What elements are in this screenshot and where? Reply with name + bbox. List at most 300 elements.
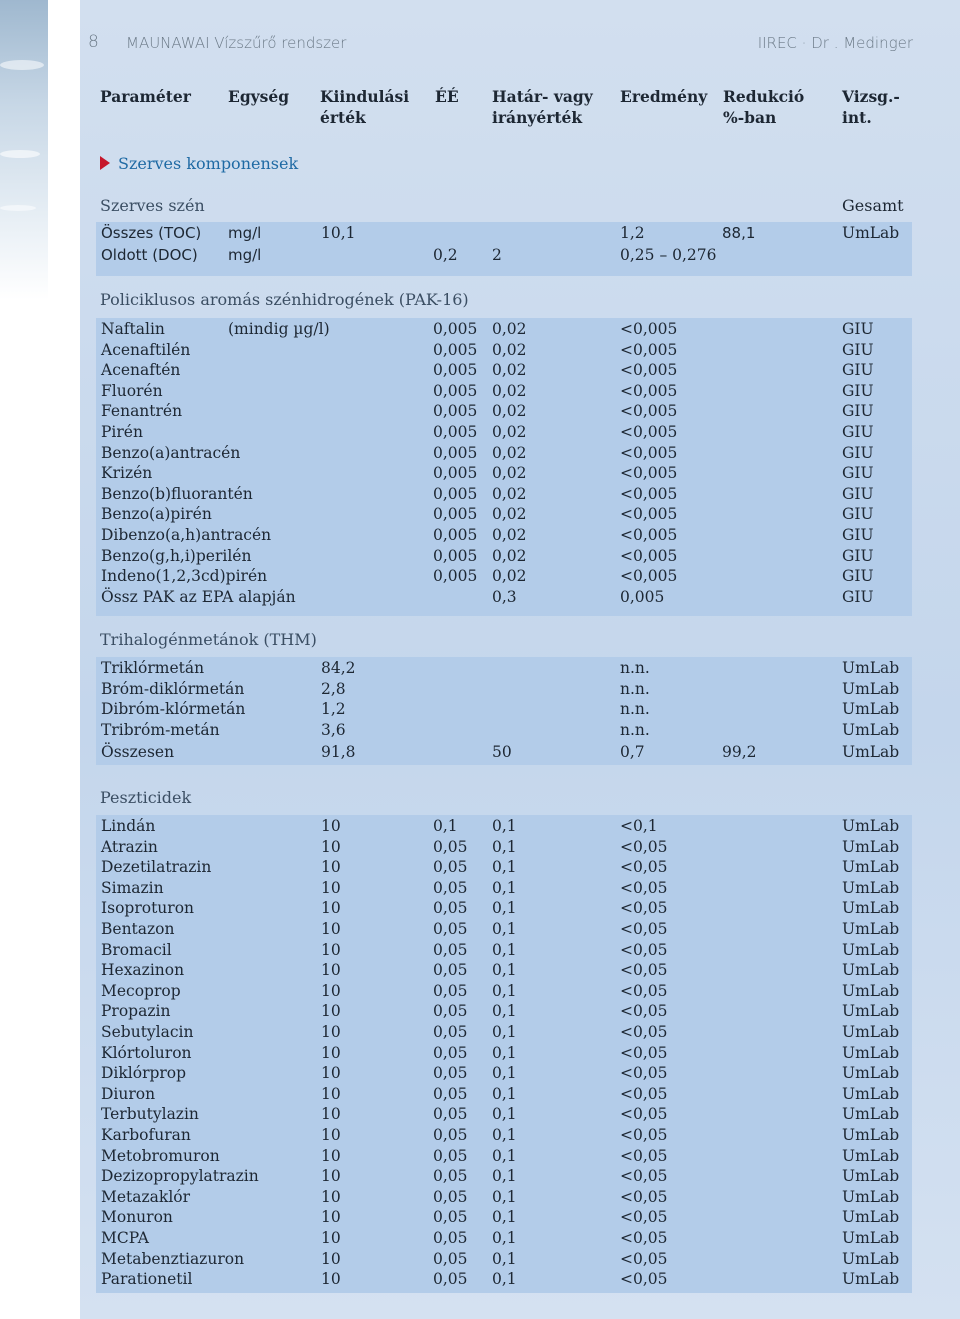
table-row <box>96 360 912 381</box>
water-ripple <box>0 205 36 211</box>
column-unit: Egység <box>228 87 290 106</box>
column-lab-2: int. <box>842 108 872 127</box>
ee-value: 0,05 <box>433 1023 468 1041</box>
param-name: Benzo(a)pirén <box>101 505 212 524</box>
limit-value: 0,1 <box>492 981 517 1000</box>
lab-cell: UmLab <box>842 961 900 980</box>
table-row <box>96 1063 912 1084</box>
initial-value: 10 <box>321 1167 341 1186</box>
table-row <box>96 1207 912 1228</box>
thm-table <box>96 657 912 765</box>
limit-value: 50 <box>492 743 512 761</box>
limit-value: 0,1 <box>492 899 517 918</box>
lab-cell: UmLab <box>842 817 900 835</box>
result-value: n.n. <box>620 700 650 719</box>
initial-value: 10 <box>321 940 341 959</box>
initial-value: 10 <box>321 1249 341 1268</box>
reduction-value: 99,2 <box>722 743 757 761</box>
param-name: Oldott (DOC) <box>101 246 198 264</box>
table-row <box>96 546 912 567</box>
lab-cell: UmLab <box>842 1229 900 1247</box>
lab-cell: GIU <box>842 505 874 524</box>
param-name: Diklórprop <box>101 1064 187 1083</box>
result-value: <0,005 <box>620 546 678 565</box>
lab-cell: UmLab <box>842 743 900 761</box>
param-name: Indeno(1,2,3cd)pirén <box>101 567 268 586</box>
ee-value: 0,05 <box>433 1167 468 1186</box>
table-row <box>96 742 912 763</box>
lab-cell: UmLab <box>842 1146 900 1165</box>
pesticide-table <box>96 815 912 1293</box>
initial-value: 10 <box>321 1084 341 1103</box>
table-row <box>96 981 912 1002</box>
result-value: <0,1 <box>620 817 658 835</box>
result-value: <0,005 <box>620 361 678 380</box>
result-value: <0,05 <box>620 1187 668 1206</box>
column-result: Eredmény <box>620 87 708 106</box>
table-row <box>96 720 912 741</box>
lab-cell: GIU <box>842 402 874 421</box>
table-row <box>96 566 912 587</box>
limit-value: 0,02 <box>492 423 527 441</box>
table-row <box>96 1269 912 1290</box>
result-value: <0,05 <box>620 961 668 980</box>
table-row <box>96 1125 912 1146</box>
limit-value: 0,1 <box>492 817 517 835</box>
initial-value: 10 <box>321 878 341 897</box>
param-name: Simazin <box>101 878 164 897</box>
ee-value: 0,05 <box>433 1105 468 1124</box>
limit-value: 0,1 <box>492 1208 517 1227</box>
unit-cell: mg/l <box>228 224 262 242</box>
lab-cell: UmLab <box>842 1105 900 1124</box>
table-row <box>96 525 912 546</box>
result-value: <0,005 <box>620 505 678 524</box>
water-decoration <box>0 0 48 300</box>
param-name: Bentazon <box>101 920 175 938</box>
result-value: <0,05 <box>620 940 668 959</box>
column-reduction-2: %-ban <box>723 108 777 127</box>
lab-cell: GIU <box>842 361 874 380</box>
table-row <box>96 463 912 484</box>
param-name: Benzo(g,h,i)perilén <box>101 546 252 565</box>
result-value: <0,005 <box>620 464 678 483</box>
param-name: Pirén <box>101 423 143 441</box>
table-row <box>96 878 912 899</box>
page-number: 8 <box>88 32 99 52</box>
ee-value: 0,05 <box>433 1187 468 1206</box>
table-row <box>96 1187 912 1208</box>
ee-value: 0,05 <box>433 1064 468 1083</box>
param-name: Propazin <box>101 1002 171 1021</box>
result-value: <0,005 <box>620 567 678 586</box>
ee-value: 0,005 <box>433 484 478 503</box>
param-name: Parationetil <box>101 1270 193 1289</box>
limit-value: 0,1 <box>492 961 517 980</box>
column-lab: Vizsg.- <box>842 87 900 106</box>
lab-cell: UmLab <box>842 858 900 877</box>
lab-cell: UmLab <box>842 940 900 959</box>
param-name: Krizén <box>101 464 153 483</box>
lab-cell: UmLab <box>842 679 900 698</box>
result-value: <0,05 <box>620 1208 668 1227</box>
ee-value: 0,005 <box>433 320 478 338</box>
param-name: Metabenztiazuron <box>101 1249 245 1268</box>
ee-value: 0,05 <box>433 878 468 897</box>
lab-cell: GIU <box>842 484 874 503</box>
lab-cell: UmLab <box>842 700 900 719</box>
table-row <box>96 504 912 525</box>
table-row <box>96 1022 912 1043</box>
initial-value: 10 <box>321 981 341 1000</box>
param-name: Acenaftilén <box>101 340 191 359</box>
param-name: Összesen <box>101 743 175 761</box>
carbon-note: Gesamt <box>842 196 904 215</box>
limit-value: 0,1 <box>492 1084 517 1103</box>
limit-value: 0,02 <box>492 361 527 380</box>
initial-value: 10 <box>321 1187 341 1206</box>
table-row <box>96 587 912 608</box>
param-name: Mecoprop <box>101 981 181 1000</box>
water-ripple <box>0 150 40 158</box>
initial-value: 2,8 <box>321 679 346 698</box>
result-value: <0,05 <box>620 1270 668 1289</box>
initial-value: 10 <box>321 1229 341 1247</box>
table-row <box>96 245 912 266</box>
lab-cell: UmLab <box>842 1084 900 1103</box>
param-name: Diuron <box>101 1084 156 1103</box>
column-ee: ÉÉ <box>435 87 459 106</box>
result-value: <0,005 <box>620 340 678 359</box>
limit-value: 0,02 <box>492 402 527 421</box>
limit-value: 0,1 <box>492 1167 517 1186</box>
ee-value: 0,05 <box>433 899 468 918</box>
limit-value: 0,1 <box>492 1043 517 1062</box>
limit-value: 0,1 <box>492 1249 517 1268</box>
limit-value: 0,1 <box>492 920 517 938</box>
lab-cell: UmLab <box>842 1270 900 1289</box>
table-row <box>96 484 912 505</box>
lab-cell: UmLab <box>842 1023 900 1041</box>
param-name: Metobromuron <box>101 1146 220 1165</box>
param-name: Össz PAK az EPA alapján <box>101 587 296 606</box>
table-row <box>96 837 912 858</box>
limit-value: 0,02 <box>492 381 527 400</box>
table-row <box>96 816 912 837</box>
table-row <box>96 1043 912 1064</box>
ee-value: 0,2 <box>433 246 458 264</box>
lab-cell: GIU <box>842 587 874 606</box>
ee-value: 0,05 <box>433 920 468 938</box>
limit-value: 0,1 <box>492 878 517 897</box>
lab-cell: UmLab <box>842 920 900 938</box>
ee-value: 0,005 <box>433 546 478 565</box>
table-row <box>96 940 912 961</box>
limit-value: 0,1 <box>492 858 517 877</box>
ee-value: 0,05 <box>433 981 468 1000</box>
limit-value: 0,1 <box>492 1002 517 1021</box>
result-value: <0,05 <box>620 1229 668 1247</box>
param-name: Sebutylacin <box>101 1023 194 1041</box>
ee-value: 0,1 <box>433 817 458 835</box>
ee-value: 0,05 <box>433 1270 468 1289</box>
lab-cell: GIU <box>842 381 874 400</box>
unit-cell: (mindig µg/l) <box>228 320 330 338</box>
result-value: n.n. <box>620 679 650 698</box>
param-name: Terbutylazin <box>101 1105 199 1124</box>
param-name: Monuron <box>101 1208 173 1227</box>
result-value: <0,005 <box>620 526 678 544</box>
table-row <box>96 857 912 878</box>
param-name: Bróm-diklórmetán <box>101 679 245 698</box>
lab-cell: UmLab <box>842 878 900 897</box>
param-name: Benzo(b)fluorantén <box>101 484 253 503</box>
initial-value: 10 <box>321 961 341 980</box>
table-row <box>96 1228 912 1249</box>
param-name: Lindán <box>101 817 156 835</box>
table-row <box>96 960 912 981</box>
lab-cell: GIU <box>842 464 874 483</box>
table-row <box>96 699 912 720</box>
result-value: <0,05 <box>620 878 668 897</box>
ee-value: 0,05 <box>433 1229 468 1247</box>
lab-cell: UmLab <box>842 1043 900 1062</box>
initial-value: 10 <box>321 1208 341 1227</box>
result-value: n.n. <box>620 659 650 677</box>
limit-value: 0,1 <box>492 1105 517 1124</box>
initial-value: 10 <box>321 1146 341 1165</box>
limit-value: 0,1 <box>492 940 517 959</box>
lab-cell: UmLab <box>842 981 900 1000</box>
water-ripple <box>0 60 44 70</box>
reduction-value: 88,1 <box>722 224 756 242</box>
organic-table <box>96 222 912 276</box>
param-name: Dibenzo(a,h)antracén <box>101 526 272 544</box>
initial-value: 10,1 <box>321 224 356 242</box>
result-value: 1,2 <box>620 224 645 242</box>
result-value: <0,05 <box>620 858 668 877</box>
pah-table <box>96 318 912 616</box>
lab-cell: GIU <box>842 443 874 462</box>
document-author: IIREC · Dr . Medinger <box>757 34 913 52</box>
initial-value: 10 <box>321 899 341 918</box>
limit-value: 0,1 <box>492 1187 517 1206</box>
result-value: <0,005 <box>620 381 678 400</box>
param-name: Acenaftén <box>101 361 181 380</box>
limit-value: 0,02 <box>492 505 527 524</box>
table-row <box>96 1084 912 1105</box>
ee-value: 0,005 <box>433 381 478 400</box>
pah-section-title: Policiklusos aromás szénhidrogének (PAK-16) <box>100 290 469 309</box>
initial-value: 10 <box>321 1023 341 1041</box>
table-row <box>96 1146 912 1167</box>
result-value: <0,005 <box>620 402 678 421</box>
ee-value: 0,05 <box>433 940 468 959</box>
limit-value: 0,02 <box>492 320 527 338</box>
ee-value: 0,005 <box>433 361 478 380</box>
table-row <box>96 1104 912 1125</box>
table-row <box>96 919 912 940</box>
initial-value: 91,8 <box>321 743 356 761</box>
ee-value: 0,05 <box>433 1043 468 1062</box>
param-name: Naftalin <box>101 320 165 338</box>
param-name: Dibróm-klórmetán <box>101 700 246 719</box>
initial-value: 3,6 <box>321 720 346 739</box>
ee-value: 0,005 <box>433 402 478 421</box>
param-name: Fluorén <box>101 381 163 400</box>
table-row <box>96 223 912 244</box>
param-name: Dezetilatrazin <box>101 858 212 877</box>
lab-cell: GIU <box>842 567 874 586</box>
initial-value: 10 <box>321 1043 341 1062</box>
result-value: <0,05 <box>620 1023 668 1041</box>
thm-section-title: Trihalogénmetánok (THM) <box>100 630 317 649</box>
document-title: MAUNAWAI Vízszűrő rendszer <box>126 34 347 52</box>
ee-value: 0,005 <box>433 464 478 483</box>
column-initial-2: érték <box>320 108 366 127</box>
lab-cell: UmLab <box>842 899 900 918</box>
ee-value: 0,05 <box>433 858 468 877</box>
limit-value: 0,1 <box>492 1126 517 1144</box>
result-value: 0,005 <box>620 587 665 606</box>
result-value: <0,005 <box>620 443 678 462</box>
result-value: <0,05 <box>620 837 668 856</box>
lab-cell: UmLab <box>842 1064 900 1083</box>
ee-value: 0,005 <box>433 443 478 462</box>
lab-cell: UmLab <box>842 720 900 739</box>
initial-value: 10 <box>321 920 341 938</box>
lab-cell: UmLab <box>842 1167 900 1186</box>
result-value: <0,05 <box>620 1126 668 1144</box>
param-name: Bromacil <box>101 940 172 959</box>
ee-value: 0,005 <box>433 505 478 524</box>
result-value: <0,05 <box>620 1167 668 1186</box>
result-value: 0,25 – 0,276 <box>620 246 717 264</box>
initial-value: 10 <box>321 1270 341 1289</box>
ee-value: 0,05 <box>433 961 468 980</box>
initial-value: 10 <box>321 837 341 856</box>
lab-cell: UmLab <box>842 224 900 242</box>
limit-value: 0,02 <box>492 567 527 586</box>
limit-value: 0,02 <box>492 340 527 359</box>
initial-value: 10 <box>321 1126 341 1144</box>
lab-cell: GIU <box>842 526 874 544</box>
lab-cell: GIU <box>842 546 874 565</box>
param-name: MCPA <box>101 1229 149 1247</box>
column-initial: Kiindulási <box>320 87 410 106</box>
ee-value: 0,005 <box>433 340 478 359</box>
table-row <box>96 1166 912 1187</box>
column-param: Paraméter <box>100 87 191 106</box>
limit-value: 0,1 <box>492 1229 517 1247</box>
carbon-subheader <box>100 196 910 216</box>
pesticide-section-title: Peszticidek <box>100 788 192 807</box>
lab-cell: GIU <box>842 320 874 338</box>
triangle-marker-icon <box>100 156 110 170</box>
limit-value: 0,3 <box>492 587 517 606</box>
table-row <box>96 1249 912 1270</box>
result-value: <0,005 <box>620 423 678 441</box>
ee-value: 0,005 <box>433 423 478 441</box>
initial-value: 10 <box>321 1002 341 1021</box>
result-value: <0,05 <box>620 1084 668 1103</box>
table-row <box>96 340 912 361</box>
result-value: <0,005 <box>620 320 678 338</box>
table-row <box>96 319 912 340</box>
page-header <box>88 32 913 56</box>
param-name: Triklórmetán <box>101 659 205 677</box>
table-header <box>100 86 920 132</box>
param-name: Atrazin <box>101 837 158 856</box>
param-name: Benzo(a)antracén <box>101 443 241 462</box>
param-name: Isoproturon <box>101 899 195 918</box>
limit-value: 0,1 <box>492 1270 517 1289</box>
table-row <box>96 381 912 402</box>
result-value: <0,05 <box>620 1249 668 1268</box>
lab-cell: UmLab <box>842 1002 900 1021</box>
table-row <box>96 898 912 919</box>
lab-cell: UmLab <box>842 659 900 677</box>
param-name: Összes (TOC) <box>101 224 202 242</box>
result-value: <0,05 <box>620 1043 668 1062</box>
initial-value: 10 <box>321 817 341 835</box>
lab-cell: UmLab <box>842 1126 900 1144</box>
ee-value: 0,05 <box>433 837 468 856</box>
param-name: Klórtoluron <box>101 1043 192 1062</box>
section-organic-title <box>100 154 298 173</box>
column-limit: Határ- vagy <box>492 87 593 106</box>
result-value: <0,05 <box>620 1105 668 1124</box>
result-value: <0,05 <box>620 899 668 918</box>
param-name: Tribróm-metán <box>101 720 220 739</box>
column-reduction: Redukció <box>723 87 805 106</box>
ee-value: 0,05 <box>433 1249 468 1268</box>
param-name: Hexazinon <box>101 961 185 980</box>
lab-cell: GIU <box>842 423 874 441</box>
ee-value: 0,05 <box>433 1146 468 1165</box>
limit-value: 0,1 <box>492 1064 517 1083</box>
table-row <box>96 679 912 700</box>
initial-value: 84,2 <box>321 659 356 677</box>
ee-value: 0,05 <box>433 1002 468 1021</box>
lab-cell: UmLab <box>842 1208 900 1227</box>
initial-value: 1,2 <box>321 700 346 719</box>
param-name: Metazaklór <box>101 1187 191 1206</box>
result-value: <0,05 <box>620 920 668 938</box>
carbon-title: Szerves szén <box>100 196 205 215</box>
limit-value: 0,1 <box>492 837 517 856</box>
result-value: <0,005 <box>620 484 678 503</box>
unit-cell: mg/l <box>228 246 262 264</box>
param-name: Karbofuran <box>101 1126 191 1144</box>
limit-value: 0,02 <box>492 443 527 462</box>
initial-value: 10 <box>321 1064 341 1083</box>
lab-cell: UmLab <box>842 1249 900 1268</box>
limit-value: 0,1 <box>492 1023 517 1041</box>
param-name: Fenantrén <box>101 402 183 421</box>
limit-value: 0,02 <box>492 464 527 483</box>
table-row <box>96 401 912 422</box>
lab-cell: GIU <box>842 340 874 359</box>
result-value: 0,7 <box>620 743 645 761</box>
table-row <box>96 658 912 679</box>
result-value: <0,05 <box>620 1146 668 1165</box>
initial-value: 10 <box>321 858 341 877</box>
column-limit-2: irányérték <box>492 108 583 127</box>
limit-value: 0,02 <box>492 484 527 503</box>
ee-value: 0,05 <box>433 1208 468 1227</box>
lab-cell: UmLab <box>842 837 900 856</box>
